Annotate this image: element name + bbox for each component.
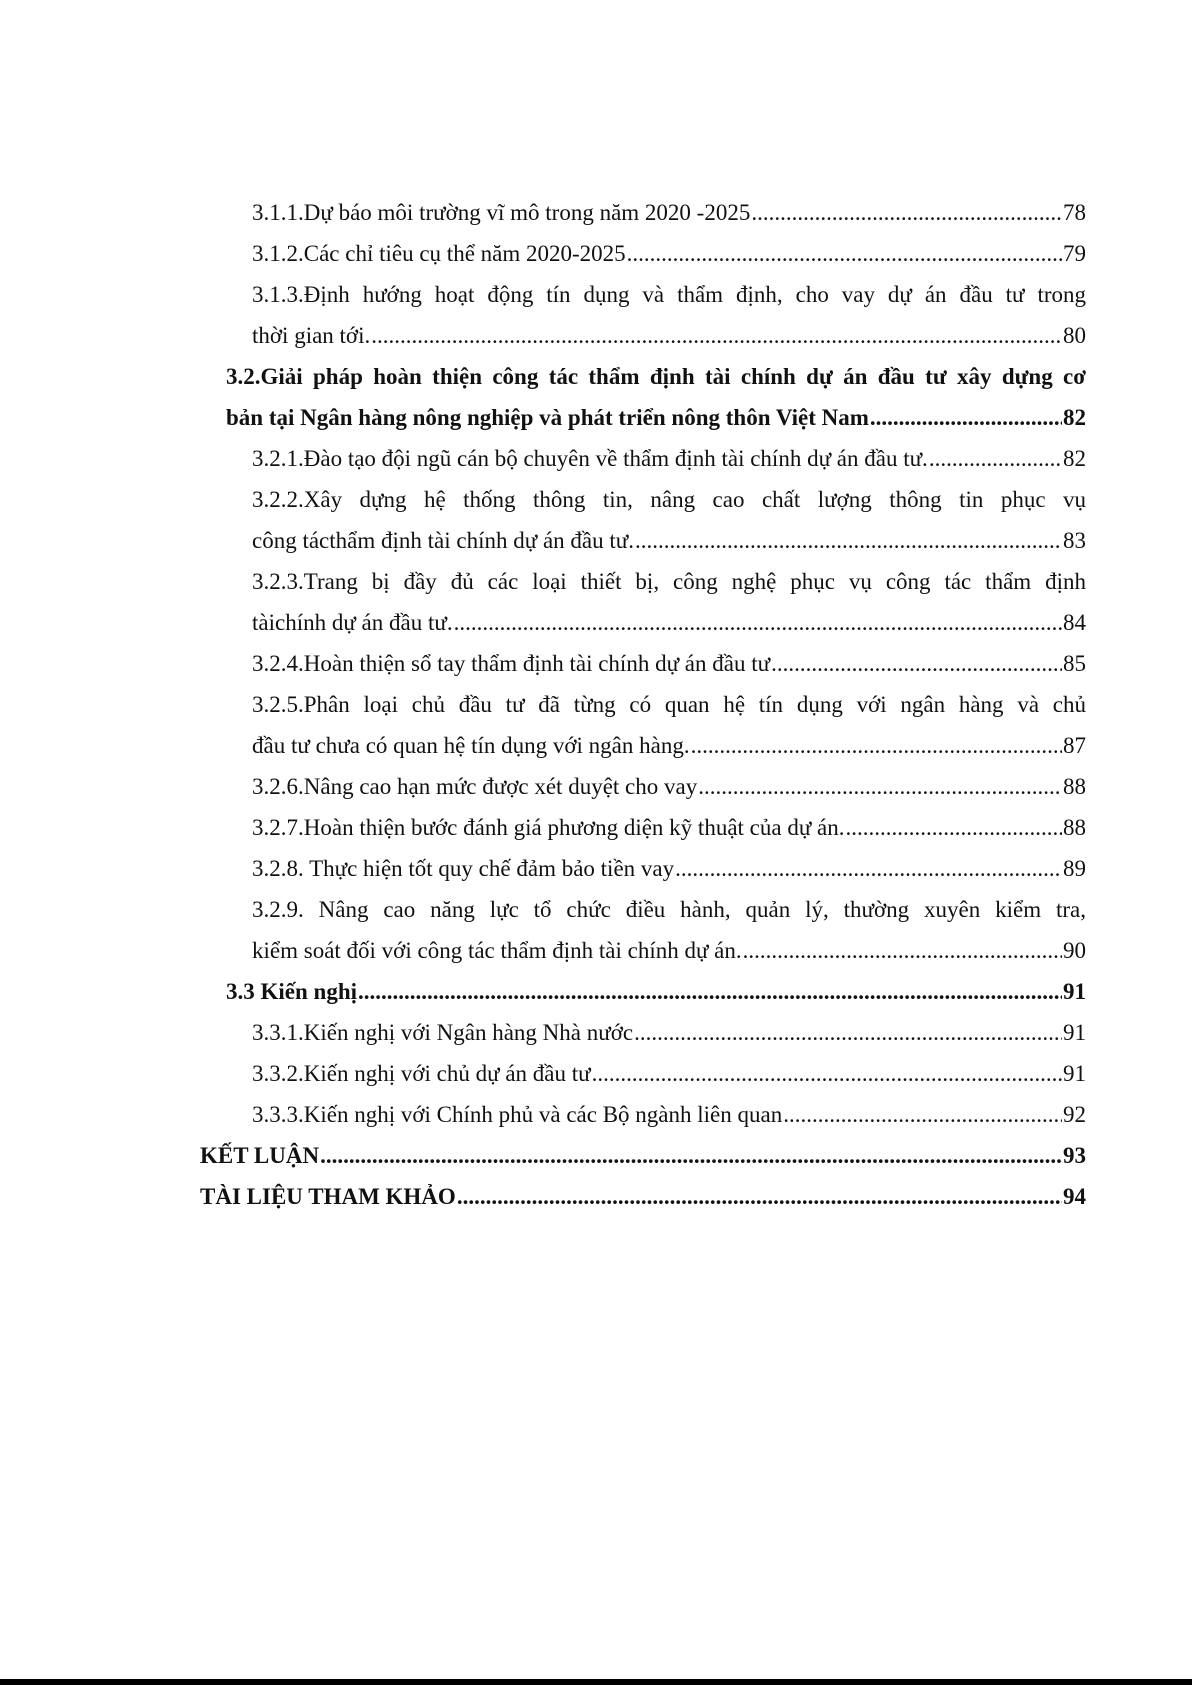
toc-entry[interactable]: [252, 766, 1086, 807]
dot-leader: [371, 315, 1062, 356]
toc-entry-last-line: [200, 1176, 1086, 1217]
toc-page-number: 92: [1063, 1102, 1086, 1127]
toc-entry[interactable]: [200, 1135, 1086, 1176]
toc-entry-last-line: [252, 643, 1086, 684]
toc-entry-title-line: 3.2.9. Nâng cao năng lực tổ chức điều hành, quản lý, thường xuyên kiểm tra,: [252, 897, 1086, 922]
dot-leader: [771, 643, 1062, 684]
bottom-edge-bar: [0, 1679, 1192, 1685]
dot-leader: [846, 807, 1062, 848]
toc-entry-title: TÀI LIỆU THAM KHẢO: [200, 1184, 456, 1209]
toc-entry[interactable]: [252, 274, 1086, 356]
toc-page-number: 91: [1063, 979, 1086, 1004]
toc-entry-title: tàichính dự án đầu tư.: [252, 610, 453, 635]
dot-leader: [743, 930, 1062, 971]
toc-page-number: 90: [1063, 938, 1086, 963]
toc-page-number: 84: [1063, 610, 1086, 635]
dot-leader: [634, 1012, 1062, 1053]
toc-entry-title: 3.2.7.Hoàn thiện bước đánh giá phương diện kỹ thuật của dự án.: [252, 815, 845, 840]
toc-page-number: 80: [1063, 323, 1086, 348]
toc-page-number: 91: [1063, 1061, 1086, 1086]
toc-entry[interactable]: [252, 479, 1086, 561]
toc-entry-title: 3.3.1.Kiến nghị với Ngân hàng Nhà nước: [252, 1020, 634, 1045]
toc-entry-title: kiểm soát đối với công tác thẩm định tài chính dự án.: [252, 938, 742, 963]
toc-entry-title-line: 3.2.2.Xây dựng hệ thống thông tin, nâng cao chất lượng thông tin phục vụ: [252, 487, 1086, 512]
dot-leader: [751, 192, 1062, 233]
toc-entry-title: 3.3.2.Kiến nghị với chủ dự án đầu tư: [252, 1061, 591, 1086]
dot-leader: [635, 520, 1062, 561]
toc-entry-last-line: [252, 438, 1086, 479]
toc-entry-title: thời gian tới.: [252, 323, 371, 348]
toc-entry[interactable]: [252, 643, 1086, 684]
toc-page-number: 89: [1063, 856, 1086, 881]
toc-page-number: 88: [1063, 774, 1086, 799]
toc-entry-last-line: [252, 602, 1086, 643]
toc-page-number: 83: [1063, 528, 1086, 553]
dot-leader: [691, 725, 1062, 766]
toc-entry-title: công tácthẩm định tài chính dự án đầu tư.: [252, 528, 634, 553]
toc-entry-title: 3.1.1.Dự báo môi trường vĩ mô trong năm 2020 -2025: [252, 200, 751, 225]
toc-entry-title-line: 3.2.Giải pháp hoàn thiện công tác thẩm định tài chính dự án đầu tư xây dựng cơ: [226, 364, 1086, 389]
toc-entry-last-line: [252, 766, 1086, 807]
toc-entry-title: 3.2.1.Đào tạo đội ngũ cán bộ chuyên về thẩm định tài chính dự án đầu tư.: [252, 446, 928, 471]
toc-page-number: 79: [1063, 241, 1086, 266]
toc-entry[interactable]: [252, 889, 1086, 971]
toc-entry[interactable]: [252, 192, 1086, 233]
dot-leader: [783, 1094, 1062, 1135]
toc-entry-title-line: 3.1.3.Định hướng hoạt động tín dụng và thẩm định, cho vay dự án đầu tư trong: [252, 282, 1086, 307]
toc-entry-last-line: [200, 1135, 1086, 1176]
toc-entry-title: bản tại Ngân hàng nông nghiệp và phát triển nông thôn Việt Nam: [226, 405, 869, 430]
toc-entry-title: 3.1.2.Các chỉ tiêu cụ thể năm 2020-2025: [252, 241, 626, 266]
toc-page-number: 93: [1063, 1143, 1086, 1168]
dot-leader: [675, 848, 1062, 889]
toc-entry-last-line: [252, 1094, 1086, 1135]
toc-entry[interactable]: [226, 356, 1086, 438]
toc-page-number: 87: [1063, 733, 1086, 758]
toc-entry-last-line: [226, 397, 1086, 438]
toc-entry-last-line: [252, 520, 1086, 561]
toc-page-number: 78: [1063, 200, 1086, 225]
toc-page-number: 82: [1063, 405, 1086, 430]
toc-entry-last-line: [252, 315, 1086, 356]
toc-entry-last-line: [252, 930, 1086, 971]
toc-entry-title-line: 3.2.3.Trang bị đầy đủ các loại thiết bị, công nghệ phục vụ công tác thẩm định: [252, 569, 1086, 594]
toc-entry[interactable]: [252, 233, 1086, 274]
dot-leader: [929, 438, 1062, 479]
toc-entry-title: 3.3 Kiến nghị: [226, 979, 358, 1004]
toc-entry-title-line: 3.2.5.Phân loại chủ đầu tư đã từng có quan hệ tín dụng với ngân hàng và chủ: [252, 692, 1086, 717]
toc-entry-last-line: [252, 1053, 1086, 1094]
toc-page-number: 88: [1063, 815, 1086, 840]
toc-entry[interactable]: [252, 438, 1086, 479]
toc-entry-title: KẾT LUẬN: [200, 1143, 320, 1168]
toc-entry[interactable]: [252, 807, 1086, 848]
toc-entry[interactable]: [252, 561, 1086, 643]
toc-entry-last-line: [252, 1012, 1086, 1053]
dot-leader: [320, 1135, 1062, 1176]
toc-entry[interactable]: [252, 848, 1086, 889]
toc-entry-title: 3.2.6.Nâng cao hạn mức được xét duyệt cho vay: [252, 774, 698, 799]
toc-entry[interactable]: [226, 971, 1086, 1012]
toc-entry-title: 3.3.3.Kiến nghị với Chính phủ và các Bộ ngành liên quan: [252, 1102, 783, 1127]
dot-leader: [454, 602, 1062, 643]
dot-leader: [358, 971, 1062, 1012]
toc-entry-title: 3.2.8. Thực hiện tốt quy chế đảm bảo tiền vay: [252, 856, 675, 881]
toc-entry-last-line: [252, 192, 1086, 233]
toc-entry[interactable]: [252, 1053, 1086, 1094]
dot-leader: [592, 1053, 1062, 1094]
dot-leader: [870, 397, 1062, 438]
toc-page-number: 91: [1063, 1020, 1086, 1045]
toc-entry-last-line: [252, 807, 1086, 848]
toc-entry[interactable]: [200, 1176, 1086, 1217]
toc-entry[interactable]: [252, 1094, 1086, 1135]
toc-entry-last-line: [252, 848, 1086, 889]
dot-leader: [627, 233, 1062, 274]
toc-entry[interactable]: [252, 1012, 1086, 1053]
toc-page-number: 82: [1063, 446, 1086, 471]
toc-entry-title: đầu tư chưa có quan hệ tín dụng với ngân hàng.: [252, 733, 690, 758]
toc-entry-last-line: [252, 233, 1086, 274]
toc-page-number: 94: [1063, 1184, 1086, 1209]
toc-entry[interactable]: [252, 684, 1086, 766]
table-of-contents: [0, 192, 1192, 1217]
dot-leader: [698, 766, 1062, 807]
toc-entry-last-line: [226, 971, 1086, 1012]
toc-entry-title: 3.2.4.Hoàn thiện sổ tay thẩm định tài chính dự án đầu tư: [252, 651, 771, 676]
dot-leader: [457, 1176, 1062, 1217]
toc-entry-last-line: [252, 725, 1086, 766]
toc-page-number: 85: [1063, 651, 1086, 676]
